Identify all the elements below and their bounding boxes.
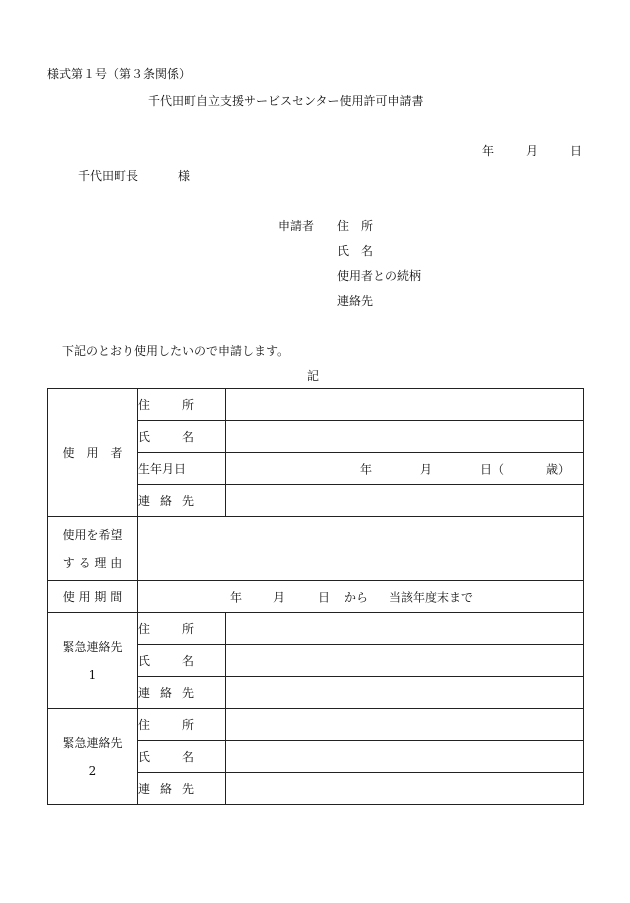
applicant-relationship-label: 使用者との続柄 bbox=[337, 269, 422, 283]
period-year-label: 年 bbox=[230, 590, 243, 604]
user-section-label: 使 用 者 bbox=[48, 389, 138, 517]
date-day-label: 日 bbox=[570, 144, 583, 158]
birth-age-label: 歳） bbox=[546, 462, 571, 476]
period-day-label: 日 bbox=[318, 590, 331, 604]
addressee-honorific: 様 bbox=[178, 169, 191, 183]
emergency1-address-label: 住 所 bbox=[138, 613, 226, 645]
application-table bbox=[47, 388, 584, 805]
user-address-field[interactable] bbox=[226, 389, 584, 421]
period-from-label: から bbox=[344, 590, 369, 604]
emergency1-address-field[interactable] bbox=[226, 613, 584, 645]
date-month-label: 月 bbox=[526, 144, 539, 158]
form-title: 千代田町自立支援サービスセンター使用許可申請書 bbox=[148, 94, 424, 108]
form-number: 様式第１号（第３条関係） bbox=[47, 67, 192, 81]
table-row bbox=[48, 709, 584, 741]
emergency2-contact-label: 連 絡 先 bbox=[138, 773, 226, 805]
emergency2-address-field[interactable] bbox=[226, 709, 584, 741]
applicant-address-label: 住 所 bbox=[337, 219, 374, 233]
emergency1-contact-field[interactable] bbox=[226, 677, 584, 709]
user-birthdate-field[interactable] bbox=[226, 453, 584, 485]
applicant-contact-label: 連絡先 bbox=[337, 294, 374, 308]
birth-day-label: 日（ bbox=[480, 462, 505, 476]
user-name-field[interactable] bbox=[226, 421, 584, 453]
emergency2-contact-field[interactable] bbox=[226, 773, 584, 805]
table-row bbox=[48, 517, 584, 581]
body-text: 下記のとおり使用したいので申請します。 bbox=[62, 344, 290, 358]
emergency1-name-field[interactable] bbox=[226, 645, 584, 677]
applicant-name-label: 氏 名 bbox=[337, 244, 374, 258]
date-year-label: 年 bbox=[482, 144, 495, 158]
emergency1-section-label: 緊急連絡先 1 bbox=[48, 613, 138, 709]
user-name-label: 氏 名 bbox=[138, 421, 226, 453]
addressee: 千代田町長 bbox=[78, 169, 139, 183]
reason-field[interactable] bbox=[138, 517, 584, 581]
emergency2-section-label: 緊急連絡先 2 bbox=[48, 709, 138, 805]
period-until-label: 当該年度末まで bbox=[389, 590, 474, 604]
user-contact-label: 連 絡 先 bbox=[138, 485, 226, 517]
user-birthdate-label: 生年月日 bbox=[138, 453, 226, 485]
reason-label: 使用を希望 す る 理 由 bbox=[48, 517, 138, 581]
emergency1-contact-label: 連 絡 先 bbox=[138, 677, 226, 709]
table-row bbox=[48, 581, 584, 613]
table-row bbox=[48, 389, 584, 421]
period-label: 使 用 期 間 bbox=[48, 581, 138, 613]
emergency2-address-label: 住 所 bbox=[138, 709, 226, 741]
birth-year-label: 年 bbox=[360, 462, 373, 476]
applicant-label: 申請者 bbox=[278, 219, 315, 233]
user-contact-field[interactable] bbox=[226, 485, 584, 517]
emergency2-name-field[interactable] bbox=[226, 741, 584, 773]
emergency1-name-label: 氏 名 bbox=[138, 645, 226, 677]
table-row bbox=[48, 613, 584, 645]
period-field[interactable] bbox=[138, 581, 584, 613]
birth-month-label: 月 bbox=[420, 462, 433, 476]
user-address-label: 住 所 bbox=[138, 389, 226, 421]
emergency2-name-label: 氏 名 bbox=[138, 741, 226, 773]
ki-heading: 記 bbox=[307, 369, 320, 383]
period-month-label: 月 bbox=[273, 590, 286, 604]
